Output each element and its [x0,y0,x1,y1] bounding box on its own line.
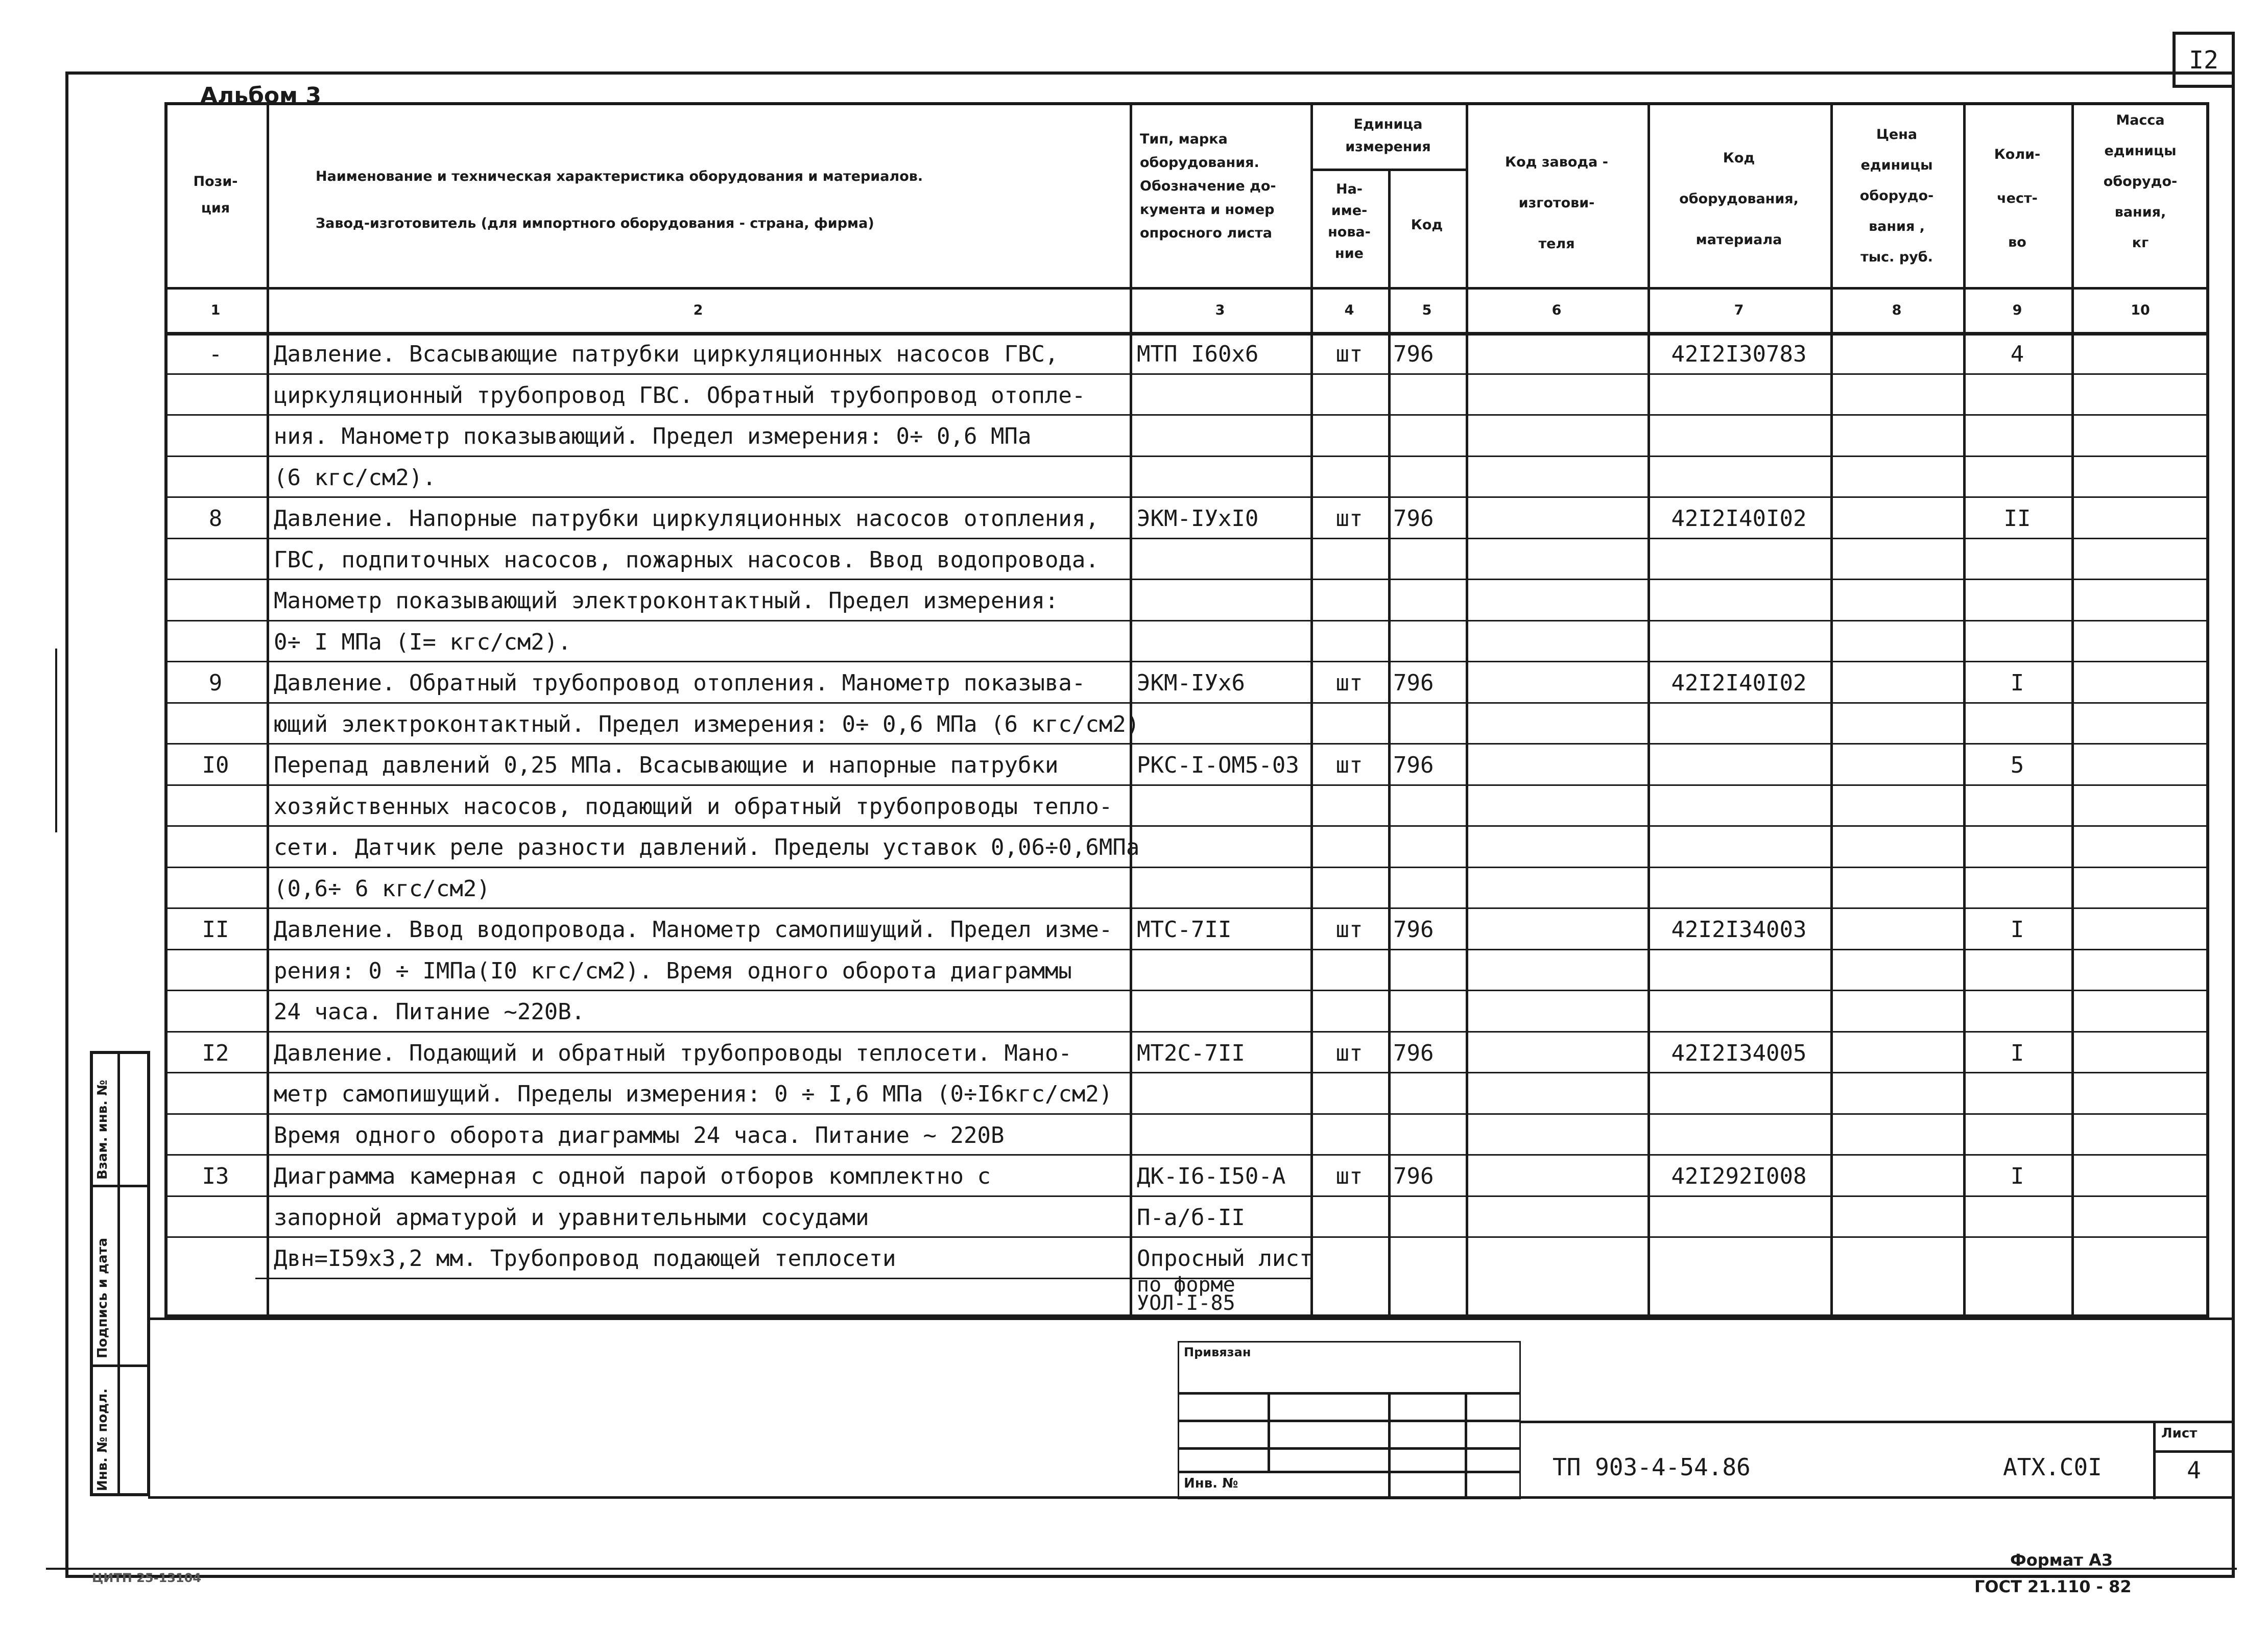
row-cell-text: ния. Манометр показывающий. Предел измерения: 0÷ 0,6 МПа [274,423,1032,449]
row-cell-text: 24 часа. Питание ~220В. [274,999,585,1025]
row-cell-type: ЭКМ-IУх6 [1137,670,1245,696]
header-price: Цена единицы оборудо- вания , тыс. руб. [1859,127,1934,265]
row-cell-pos: 8 [208,506,223,532]
row-divider [164,1195,2209,1197]
row-cell-type: ЭКМ-IУхI0 [1137,506,1259,532]
row-cell-code: 796 [1393,1040,1434,1066]
stamp-top-line [148,1317,2235,1320]
row-cell-type: ДК-I6-I50-А [1137,1163,1286,1189]
row-divider [164,825,2209,827]
header-unit-code: Код [1411,217,1443,233]
row-cell-equip: 42I2I34005 [1671,1040,1807,1066]
header-mass: Масса единицы оборудо- вания, кг [2103,112,2178,251]
stamp-line [1178,1392,1521,1395]
row-cell-type: Опросный лист [1137,1245,1313,1272]
row-divider [164,702,2209,704]
inv-no-label: Инв. № [1184,1476,1238,1491]
title-block-line [2153,1450,2235,1453]
row-cell-text: Двн=I59х3,2 мм. Трубопровод подающей теплосети [274,1245,896,1272]
row-divider [164,1072,2209,1073]
column-number: 10 [2131,302,2150,318]
header-unit-group: Единица измерения [1345,116,1431,155]
row-cell-qty: 5 [2010,752,2024,778]
row-cell-text: метр самопишущий. Пределы измерения: 0 ÷ I,6 МПа (0÷I6кгс/см2) [274,1081,1113,1107]
header-plant-code: Код завода - изготови- теля [1505,154,1608,252]
column-number: 8 [1892,302,1902,318]
binding-margin-line [55,649,57,832]
column-numbers-bottom-line [164,332,2209,336]
col-divider [1310,102,1313,1317]
row-divider [164,1031,2209,1033]
col-divider [1130,102,1132,1317]
row-cell-code: 796 [1393,752,1434,778]
row-cell-type: П-а/б-II [1137,1205,1245,1231]
row-divider [164,907,2209,909]
row-cell-text: Перепад давлений 0,25 МПа. Всасывающие и напорные патрубки [274,752,1059,778]
row-cell-text: Время одного оборота диаграммы 24 часа. Питание ~ 220В [274,1122,1005,1148]
privyazan-label: Привязан [1184,1345,1251,1359]
row-cell-unit: шт [1335,341,1363,367]
row-cell-pos: I3 [202,1163,229,1189]
row-divider [164,743,2209,745]
row-cell-text: Давление. Напорные патрубки циркуляционных насосов отопления, [274,506,1099,532]
side-label-inv-podl: Инв. № подл. [95,1388,110,1491]
row-cell-type: РКС-I-ОМ5-03 [1137,752,1299,778]
format-label: Формат А3 [2010,1550,2113,1570]
column-number: 6 [1551,302,1562,318]
footer-line [46,1568,2237,1570]
row-divider [164,784,2209,786]
row-cell-code: 796 [1393,341,1434,367]
row-cell-equip: 42I2I30783 [1671,341,1807,367]
header-type: Тип, марка оборудования. Обозначение до- кумента и номер опросного листа [1140,131,1276,241]
row-cell-text: Давление. Ввод водопровода. Манометр самопишущий. Предел изме- [274,917,1113,943]
sheet-value: 4 [2187,1456,2201,1484]
row-divider [164,867,2209,868]
row-cell-text: (0,6÷ 6 кгс/см2) [274,876,490,902]
col-divider [267,102,269,1317]
row-cell-text: циркуляционный трубопровод ГВС. Обратный трубопровод отопле- [274,382,1086,409]
stamp-line [1268,1392,1270,1471]
row-cell-code: 796 [1393,670,1434,696]
row-cell-equip: 42I2I34003 [1671,917,1807,943]
row-cell-code: 796 [1393,506,1434,532]
row-cell-equip: 42I292I008 [1671,1163,1807,1189]
row-cell-pos: I2 [202,1040,229,1066]
document-code: ТП 903-4-54.86 [1553,1453,1751,1481]
row-cell-qty: I [2010,1040,2024,1066]
row-cell-text: Давление. Обратный трубопровод отопления. Манометр показыва- [274,670,1086,696]
row-cell-type: МТС-7II [1137,917,1232,943]
column-number: 5 [1422,302,1432,318]
sheet-label: Лист [2161,1426,2198,1441]
row-cell-text: Манометр показывающий электроконтактный. Предел измерения: [274,588,1059,614]
row-cell-text: хозяйственных насосов, подающий и обратный трубопроводы тепло- [274,794,1113,820]
header-name: Наименование и техническая характеристика оборудования и материалов. Завод-изготовитель (для импортного оборудования - страна, фирма) [316,169,923,231]
row-divider [164,496,2209,498]
stamp-line [1178,1471,1521,1473]
stamp-line [1178,1420,1521,1422]
row-cell-text: Диаграмма камерная с одной парой отборов комплектно с [274,1163,991,1189]
side-strip-line [117,1051,120,1496]
col-divider [1830,102,1833,1317]
sheet-number-top: I2 [2189,46,2218,75]
col-divider [1648,102,1650,1317]
row-cell-text: ГВС, подпиточных насосов, пожарных насосов. Ввод водопровода. [274,547,1099,573]
col-divider [1963,102,1966,1317]
column-number: 1 [210,302,221,318]
col-divider [2071,102,2074,1317]
row-cell-type: по форме УОЛ-I-85 [1137,1273,1235,1315]
header-equipment-code: Код оборудования, материала [1679,150,1799,248]
row-cell-text: рения: 0 ÷ IМПа(I0 кгс/см2). Время одного оборота диаграммы [274,958,1072,984]
gost-label: ГОСТ 21.110 - 82 [1974,1577,2132,1596]
row-cell-type: МТ2С-7II [1137,1040,1245,1066]
stamp-line [1178,1447,1521,1450]
row-cell-qty: I [2010,1163,2024,1189]
row-cell-pos: - [208,341,223,367]
header-quantity: Коли- чест- во [1994,147,2041,250]
row-cell-unit: шт [1335,1163,1363,1189]
row-cell-unit: шт [1335,1040,1363,1066]
row-cell-equip: 42I2I40I02 [1671,506,1807,532]
row-cell-text: Давление. Подающий и обратный трубопроводы теплосети. Мано- [274,1040,1072,1066]
side-label-podpis: Подпись и дата [95,1237,110,1358]
header-position: Пози- ция [193,174,238,216]
row-divider [164,456,2209,457]
row-cell-pos: 9 [208,670,223,696]
row-divider [164,579,2209,580]
row-divider [164,414,2209,416]
row-divider [164,1113,2209,1115]
row-cell-qty: I [2010,670,2024,696]
side-label-vzam: Взам. инв. № [95,1080,110,1180]
row-cell-unit: шт [1335,752,1363,778]
row-cell-text: 0÷ I МПа (I= кгс/см2). [274,629,571,655]
row-cell-text: Давление. Всасывающие патрубки циркуляционных насосов ГВС, [274,341,1059,367]
footer-left-code: ЦИТП 25-13104 [92,1571,202,1585]
stamp-line [1465,1392,1467,1499]
column-number: 4 [1344,302,1354,318]
row-divider [164,1154,2209,1156]
row-cell-code: 796 [1393,1163,1434,1189]
row-divider [164,373,2209,375]
row-cell-qty: I [2010,917,2024,943]
row-cell-unit: шт [1335,506,1363,532]
row-divider [164,620,2209,621]
column-number: 3 [1215,302,1225,318]
row-divider [164,661,2209,662]
header-bottom-line [164,287,2209,290]
row-cell-type: МТП I60х6 [1137,341,1259,367]
row-cell-pos: II [202,917,229,943]
side-strip-line [90,1185,150,1187]
row-cell-text: ющий электроконтактный. Предел измерения: 0÷ 0,6 МПа (6 кгс/см2) [274,711,1140,737]
title-block-line [1521,1421,2235,1423]
unit-group-line [1310,169,1466,171]
stamp-line [1388,1392,1391,1499]
row-divider [164,1236,2209,1238]
column-number: 7 [1734,302,1744,318]
title-block-bottom [148,1496,2235,1499]
sheet-code: АТХ.С0I [2003,1453,2102,1481]
column-number: 2 [693,302,703,318]
header-unit-name: На- име- нова- ние [1328,181,1371,261]
row-divider [164,949,2209,950]
row-cell-text: запорной арматурой и уравнительными сосудами [274,1205,869,1231]
row-cell-code: 796 [1393,917,1434,943]
row-cell-text: (6 кгс/см2). [274,465,436,491]
row-divider [164,538,2209,539]
column-number: 9 [2012,302,2022,318]
row-cell-text: сети. Датчик реле разности давлений. Пределы уставок 0,06÷0,6МПа [274,834,1140,860]
row-cell-unit: шт [1335,917,1363,943]
row-divider [164,990,2209,991]
album-title: Альбом 3 [200,83,321,109]
row-cell-qty: 4 [2010,341,2024,367]
col-divider [1466,102,1468,1317]
row-cell-unit: шт [1335,670,1363,696]
row-cell-equip: 42I2I40I02 [1671,670,1807,696]
row-cell-pos: I0 [202,752,229,778]
side-strip-line [90,1364,150,1367]
row-cell-qty: II [2003,506,2031,532]
